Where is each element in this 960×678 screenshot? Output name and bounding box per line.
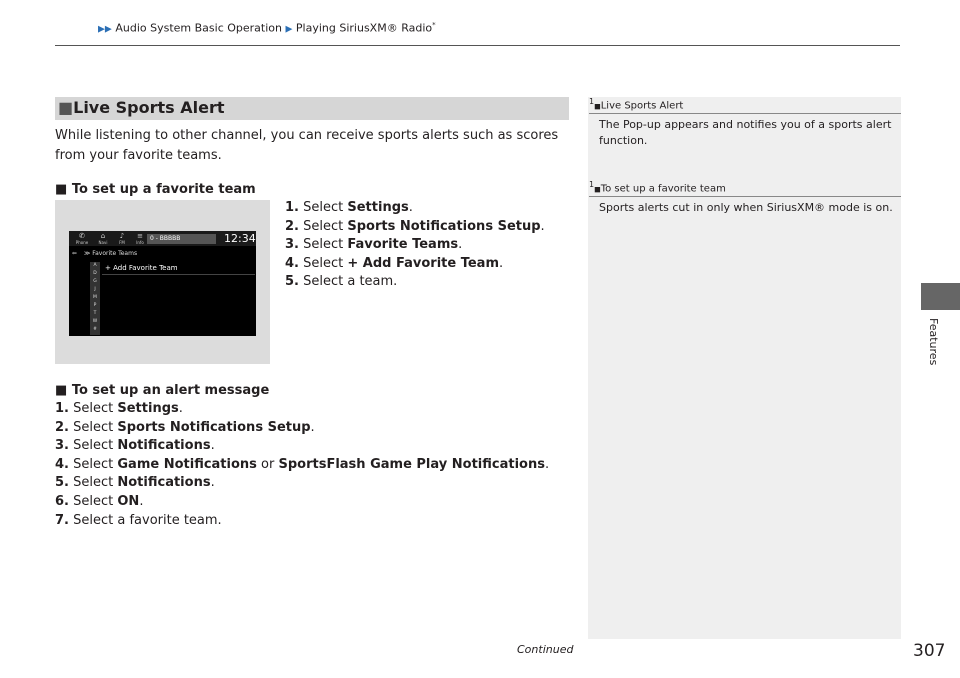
step-bold-text: Favorite Teams: [347, 237, 459, 253]
breadcrumb-item: Playing SiriusXM: [295, 21, 387, 35]
audio-screen-illustration: [69, 231, 256, 336]
step-bold-text: Settings: [347, 200, 409, 215]
section-title: [58, 98, 225, 117]
step-text: Select: [303, 218, 348, 234]
index-letter[interactable]: M: [93, 295, 97, 300]
asterisk-mark: *: [432, 21, 436, 29]
continued-label: Continued: [517, 643, 574, 656]
step-bold-text: ON: [117, 493, 140, 509]
step-text: Select: [73, 419, 118, 435]
breadcrumb-item: Audio System Basic Operation: [115, 21, 282, 35]
step-text: .: [310, 419, 315, 435]
side-note-title-text: To set up a favorite team: [600, 183, 726, 195]
header-rule: [55, 45, 900, 46]
breadcrumb-arrow-icon: ▶▶: [98, 24, 112, 35]
step-text: .: [499, 255, 504, 271]
subsection-heading: [55, 383, 269, 398]
index-letter[interactable]: T: [93, 311, 97, 316]
info-icon: ≡ Info: [133, 232, 147, 245]
step-number: 1.: [55, 401, 69, 416]
step-number: 6.: [55, 493, 69, 509]
note-badge: 1: [589, 180, 595, 189]
square-bullet-icon: ■: [58, 98, 74, 117]
index-letter[interactable]: W: [92, 319, 98, 324]
alphabet-index[interactable]: [90, 262, 100, 335]
step-text: Select: [73, 438, 118, 454]
square-bullet-icon: ■: [55, 182, 68, 197]
step-item: [285, 255, 545, 274]
step-bold-text: Game Notifications: [117, 456, 257, 472]
step-number: 7.: [55, 512, 69, 528]
info-icon-label: Info: [136, 240, 144, 245]
step-number: 3.: [285, 237, 299, 253]
step-number: 2.: [285, 218, 299, 234]
breadcrumb-arrow-icon: ▶: [285, 24, 293, 35]
subsection-heading: [55, 182, 256, 197]
section-tab: [921, 283, 960, 310]
side-note-title: [589, 180, 726, 194]
side-note-rule: [589, 196, 901, 197]
step-item: [285, 236, 545, 255]
side-note-title-text: Live Sports Alert: [600, 100, 684, 112]
fm-icon: ♪ FM: [115, 232, 129, 245]
navi-icon: ⌂ Navi: [95, 232, 111, 245]
step-text: .: [408, 200, 413, 215]
step-item: [55, 512, 549, 531]
side-note-text: The Pop-up appears and notifies you of a sports alert function.: [599, 118, 892, 147]
step-bold-text: Notifications: [117, 438, 211, 454]
subsection-heading-text: To set up an alert message: [71, 383, 270, 398]
side-note-title: [589, 97, 683, 111]
add-favorite-team-item[interactable]: + Add Favorite Team: [102, 262, 255, 275]
index-letter[interactable]: J: [94, 287, 96, 292]
step-text: .: [544, 456, 550, 472]
clock-display: 12:34: [224, 232, 256, 245]
side-notes-panel: [588, 97, 901, 639]
alphabet-letters: [90, 262, 100, 334]
step-bold-text: Sports Notifications Setup: [117, 419, 311, 435]
step-text: Select a team.: [303, 274, 398, 290]
step-number: 2.: [55, 419, 69, 435]
step-bold-text: Sports Notifications Setup: [347, 218, 541, 234]
step-text: Select: [303, 200, 348, 215]
step-bold-text: Settings: [117, 401, 179, 416]
step-item: [55, 493, 549, 512]
back-icon[interactable]: ⇚: [72, 250, 78, 257]
square-bullet-icon: ■: [55, 383, 68, 398]
navi-icon-label: Navi: [98, 240, 108, 245]
fm-icon-label: FM: [119, 240, 125, 245]
index-letter[interactable]: P: [93, 303, 97, 308]
screen-breadcrumb-text: Favorite Teams: [92, 250, 138, 257]
step-bold-text: + Add Favorite Team: [347, 255, 499, 271]
step-item: [55, 437, 549, 456]
side-note-rule: [589, 113, 901, 114]
step-text: Select a favorite team.: [73, 512, 222, 528]
intro-paragraph: While listening to other channel, you can receive sports alerts such as scores from your favorite teams.: [55, 128, 559, 163]
step-text: Select: [73, 401, 118, 416]
step-number: 4.: [55, 456, 69, 472]
note-ref-icon: ■: [594, 185, 601, 194]
step-text: .: [178, 401, 183, 416]
favorite-team-steps: [285, 199, 545, 292]
step-item: [55, 474, 549, 493]
page-number: 307: [913, 641, 946, 661]
step-text: Select: [303, 255, 348, 271]
step-item: [55, 456, 549, 475]
channel-display: 0 - BBBBB: [147, 234, 216, 244]
alert-message-steps: [55, 400, 549, 530]
section-title-text: Live Sports Alert: [73, 98, 225, 117]
side-note-text: Sports alerts cut in only when SiriusXM® mode is on.: [599, 201, 893, 214]
step-item: [285, 199, 545, 218]
step-item: [285, 218, 545, 237]
step-text: .: [210, 475, 215, 491]
step-text: .: [139, 493, 144, 509]
step-text: Select: [73, 475, 118, 491]
step-text: .: [210, 438, 215, 454]
index-letter[interactable]: D: [93, 271, 97, 276]
step-bold-text: SportsFlash Game Play Notifications: [278, 456, 545, 472]
step-text: Select: [73, 493, 118, 509]
step-text: or: [256, 456, 279, 472]
note-ref-icon: ■: [594, 102, 601, 111]
subsection-heading-text: To set up a favorite team: [71, 182, 256, 197]
step-item: [55, 400, 549, 419]
step-item: [55, 419, 549, 438]
step-number: 5.: [55, 475, 69, 491]
step-text: Select: [303, 237, 348, 253]
running-header: [98, 21, 436, 35]
note-badge: 1: [589, 97, 595, 106]
phone-icon-label: Phone: [75, 240, 89, 245]
step-text: .: [458, 237, 463, 253]
section-tab-label: Features: [927, 318, 940, 366]
breadcrumb-item-suffix: ® Radio: [386, 21, 433, 35]
index-letter[interactable]: G: [93, 279, 97, 284]
step-text: .: [540, 218, 545, 234]
step-number: 1.: [285, 200, 299, 215]
step-text: Select: [73, 456, 118, 472]
phone-icon: ✆ Phone: [73, 232, 91, 245]
step-number: 4.: [285, 255, 299, 271]
step-bold-text: Notifications: [117, 475, 211, 491]
index-letter[interactable]: #: [93, 327, 97, 332]
step-number: 5.: [285, 274, 299, 290]
index-letter[interactable]: A: [93, 263, 97, 268]
step-item: [285, 273, 545, 292]
screen-breadcrumb: ≫ Favorite Teams: [84, 250, 138, 257]
step-number: 3.: [55, 438, 69, 454]
